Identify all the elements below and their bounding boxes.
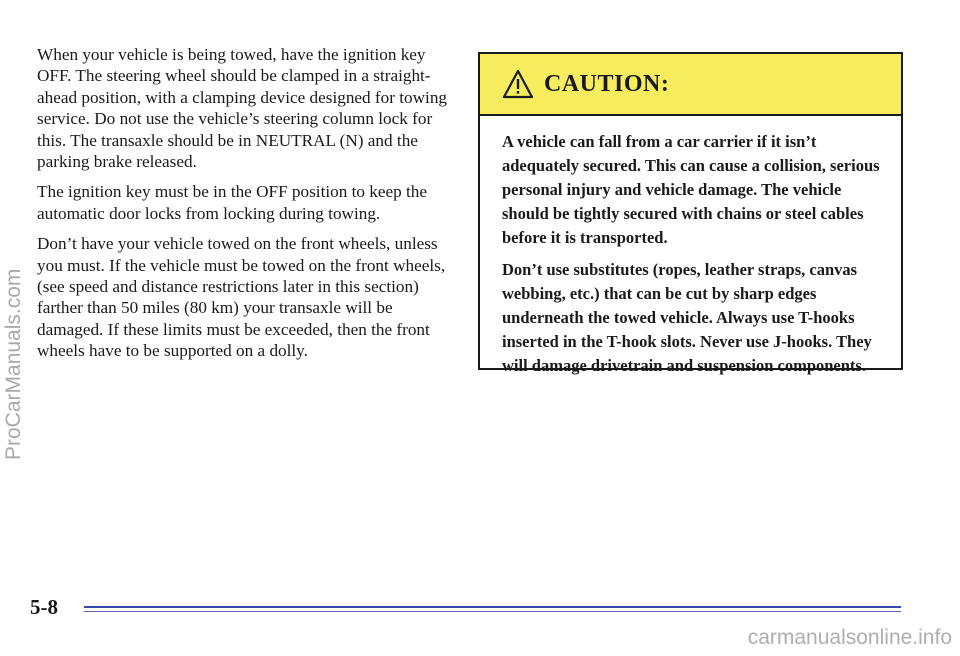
caution-box: [478, 52, 903, 375]
watermark-side: ProCarManuals.com: [2, 268, 25, 460]
footer-rule-thin: [84, 611, 901, 612]
warning-triangle-icon: [502, 69, 534, 99]
body-paragraph: When your vehicle is being towed, have the ignition key OFF. The steering wheel should be clamped in a straight-ahead position, with a clamping device designed for towing service. Do not use the vehicle’s steering column lock for this. The transaxle should be in NEUTRAL (N) and the parking brake released.: [37, 45, 448, 172]
caution-title: CAUTION:: [544, 70, 670, 97]
footer-rule: [84, 606, 901, 608]
page-number: 5-8: [30, 595, 58, 619]
caution-body: [480, 116, 901, 378]
caution-paragraph: Don’t use substitutes (ropes, leather straps, canvas webbing, etc.) that can be cut by sharp edges underneath the towed vehicle. Always use T-hooks inserted in the T-hook slots. Never use J-hooks. They will damage drivetrain and suspension components.: [502, 260, 872, 375]
watermark-bottom: carmanualsonline.info: [747, 626, 952, 649]
body-paragraph: The ignition key must be in the OFF position to keep the automatic door locks from locking during towing.: [37, 182, 428, 223]
caution-header: [480, 54, 901, 116]
caution-paragraph: A vehicle can fall from a car carrier if it isn’t adequately secured. This can cause a collision, serious personal injury and vehicle damage. The vehicle should be tightly secured with chains or steel cables before it is transported.: [502, 132, 880, 247]
towing-instructions: [37, 44, 462, 371]
body-paragraph: Don’t have your vehicle towed on the front wheels, unless you must. If the vehicle must be towed on the front wheels, (see speed and distance restrictions later in this section) farther than 50 miles (80 km) your transaxle will be damaged. If these limits must be exceeded, then the front wheels have to be supported on a dolly.: [37, 234, 446, 361]
